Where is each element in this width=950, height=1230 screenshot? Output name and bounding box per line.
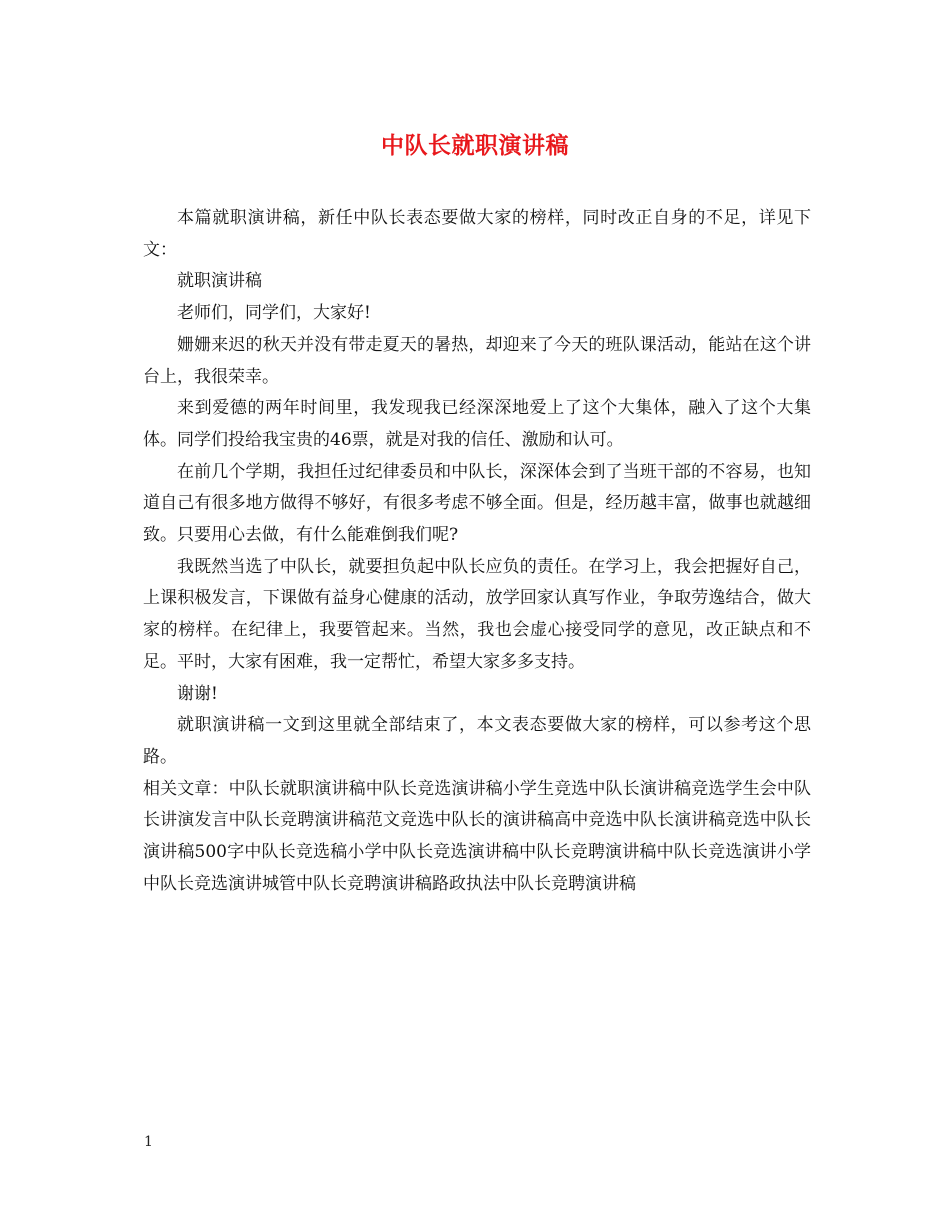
paragraph-heading: 就职演讲稿 — [177, 271, 262, 292]
paragraph-greeting: 老师们，同学们，大家好! — [177, 303, 371, 324]
paragraph-conclusion: 就职演讲稿一文到这里就全部结束了，本文表态要做大家的榜样，可以参考这个思路。 — [143, 715, 811, 767]
paragraph-thanks: 谢谢! — [177, 683, 218, 704]
page-number: 1 — [144, 1134, 153, 1150]
paragraph-responsibility: 我既然当选了中队长，就要担负起中队长应负的责任。在学习上，我会把握好自己，上课积极发言，下课做有益身心健康的活动，放学回家认真写作业，争取劳逸结合，做大家的榜样。在纪律上，我要管起来。当然，我也会虚心接受同学的意见，改正缺点和不足。平时，大家有困难，我一定帮忙，希望大家多多支持。 — [143, 556, 811, 672]
document-body — [143, 203, 811, 900]
paragraph-past-terms: 在前几个学期，我担任过纪律委员和中队长，深深体会到了当班干部的不容易，也知道自己有很多地方做得不够好，有很多考虑不够全面。但是，经历越丰富，做事也就越细致。只要用心去做，有什么能难倒我们呢? — [143, 461, 811, 546]
related-articles: 相关文章：中队长就职演讲稿中队长竞选演讲稿小学生竞选中队长演讲稿竞选学生会中队长讲演发言中队长竞聘演讲稿范文竞选中队长的演讲稿高中竞选中队长演讲稿竞选中队长演讲稿500字中队长竞选稿小学中队长竞选演讲稿中队长竞聘演讲稿中队长竞选演讲小学中队长竞选演讲城管中队长竞聘演讲稿路政执法中队长竞聘演讲稿 — [143, 778, 811, 894]
paragraph-two-years: 来到爱德的两年时间里，我发现我已经深深地爱上了这个大集体，融入了这个大集体。同学们投给我宝贵的46票，就是对我的信任、激励和认可。 — [143, 398, 811, 450]
paragraph-autumn: 姗姗来迟的秋天并没有带走夏天的暑热，却迎来了今天的班队课活动，能站在这个讲台上，我很荣幸。 — [143, 334, 811, 387]
paragraph-intro: 本篇就职演讲稿，新任中队长表态要做大家的榜样，同时改正自身的不足，详见下文： — [143, 208, 811, 260]
document-title: 中队长就职演讲稿 — [381, 132, 569, 159]
